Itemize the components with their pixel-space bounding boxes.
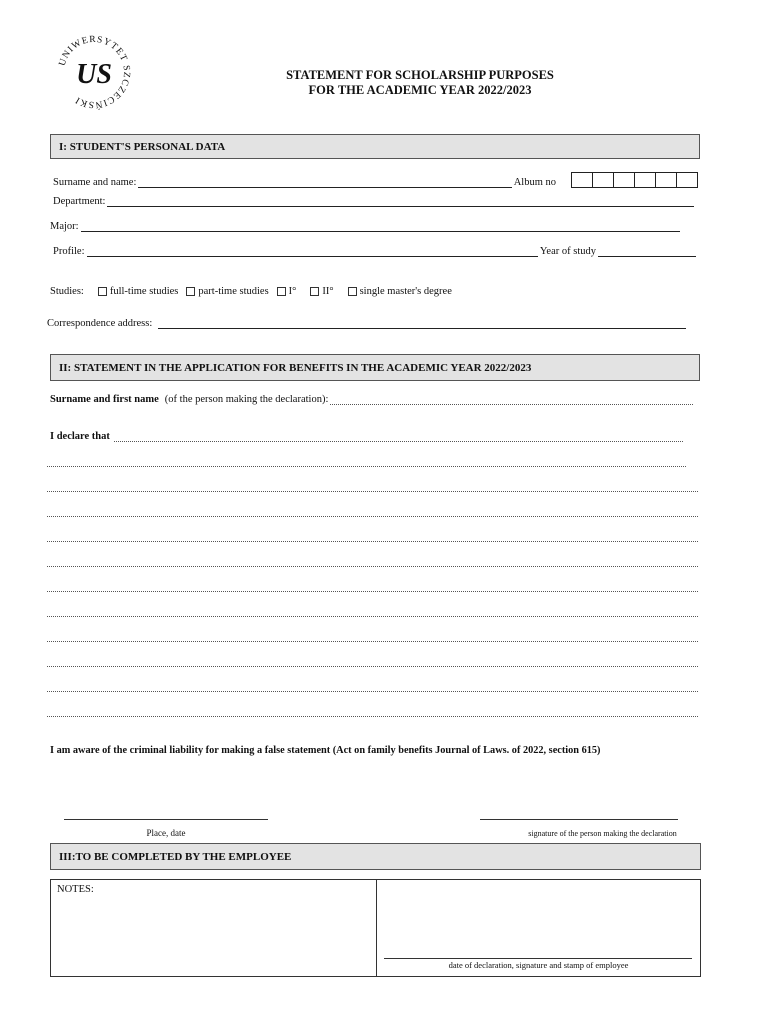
title-line-2: FOR THE ACADEMIC YEAR 2022/2023 <box>308 83 532 97</box>
checkbox-icon[interactable] <box>310 287 319 296</box>
option-first-degree[interactable]: I° <box>277 286 297 297</box>
declaration-line[interactable] <box>47 590 698 592</box>
option-full-time[interactable]: full-time studies <box>98 286 179 297</box>
studies-label: Studies: <box>50 286 84 297</box>
album-digit-box[interactable] <box>676 172 698 188</box>
declarant-name-field[interactable] <box>50 394 695 405</box>
declaration-line[interactable] <box>47 465 686 467</box>
profile-field[interactable] <box>53 246 698 257</box>
profile-line[interactable] <box>87 247 538 257</box>
place-date-label: Place, date <box>146 828 186 838</box>
checkbox-icon[interactable] <box>348 287 357 296</box>
surname-label: Surname and name: <box>53 177 137 188</box>
declaration-line[interactable] <box>47 490 698 492</box>
album-digit-box[interactable] <box>613 172 635 188</box>
checkbox-icon[interactable] <box>186 287 195 296</box>
declaration-line[interactable] <box>47 540 698 542</box>
liability-statement: I am aware of the criminal liability for making a false statement (Act on family benefits Journal of Laws. of 2022, section 615) <box>50 745 601 756</box>
declare-field[interactable] <box>50 431 685 442</box>
studies-options <box>50 286 452 297</box>
surname-line[interactable] <box>138 178 511 188</box>
svg-text:UNIWERSYTET SZCZECIŃSKI: UNIWERSYTET SZCZECIŃSKI <box>57 34 132 110</box>
profile-label: Profile: <box>53 246 85 257</box>
place-date-line[interactable] <box>64 818 268 820</box>
album-label: Album no <box>513 177 556 188</box>
university-logo <box>52 30 136 114</box>
declarant-name-line[interactable] <box>330 395 693 405</box>
album-digit-box[interactable] <box>655 172 677 188</box>
option-part-time[interactable]: part-time studies <box>186 286 268 297</box>
surname-field[interactable] <box>53 172 698 188</box>
employee-signature-line[interactable] <box>384 957 692 959</box>
correspondence-label: Correspondence address: <box>47 318 153 329</box>
notes-label: NOTES: <box>57 884 94 895</box>
document-title <box>180 68 660 98</box>
declarant-name-note: (of the person making the declaration): <box>164 394 329 405</box>
option-second-degree[interactable]: II° <box>310 286 333 297</box>
declaration-line[interactable] <box>47 690 698 692</box>
declarant-signature-label: signature of the person making the declaration <box>528 829 677 838</box>
section-3-header: III:TO BE COMPLETED BY THE EMPLOYEE <box>50 843 701 870</box>
declaration-line[interactable] <box>47 640 698 642</box>
album-number-boxes[interactable] <box>572 172 698 188</box>
declaration-line[interactable] <box>47 665 698 667</box>
department-line[interactable] <box>107 197 694 207</box>
major-label: Major: <box>50 221 79 232</box>
section-2-header: II: STATEMENT IN THE APPLICATION FOR BENEFITS IN THE ACADEMIC YEAR 2022/2023 <box>50 354 700 381</box>
logo-mark: US <box>76 59 112 90</box>
major-line[interactable] <box>81 222 680 232</box>
title-line-1: STATEMENT FOR SCHOLARSHIP PURPOSES <box>286 68 554 82</box>
section-1-header: I: STUDENT'S PERSONAL DATA <box>50 134 700 159</box>
declarant-signature-line[interactable] <box>480 818 678 820</box>
major-field[interactable] <box>50 221 682 232</box>
year-of-study-label: Year of study <box>539 246 596 257</box>
declaration-line[interactable] <box>47 615 698 617</box>
declarant-name-label: Surname and first name <box>50 394 159 405</box>
album-digit-box[interactable] <box>592 172 614 188</box>
correspondence-line[interactable] <box>158 319 686 329</box>
declaration-line[interactable] <box>47 715 698 717</box>
declaration-line[interactable] <box>47 565 698 567</box>
employee-box <box>50 879 701 977</box>
department-label: Department: <box>53 196 106 207</box>
declare-label: I declare that <box>50 431 110 442</box>
employee-signature-label: date of declaration, signature and stamp of employee <box>448 960 629 970</box>
declaration-line[interactable] <box>47 515 698 517</box>
year-of-study-line[interactable] <box>598 247 696 257</box>
correspondence-field[interactable] <box>47 318 688 329</box>
notes-area[interactable] <box>51 880 377 976</box>
checkbox-icon[interactable] <box>277 287 286 296</box>
option-single-master[interactable]: single master's degree <box>348 286 452 297</box>
checkbox-icon[interactable] <box>98 287 107 296</box>
album-digit-box[interactable] <box>634 172 656 188</box>
album-digit-box[interactable] <box>571 172 593 188</box>
declare-line[interactable] <box>114 432 683 442</box>
department-field[interactable] <box>53 196 696 207</box>
